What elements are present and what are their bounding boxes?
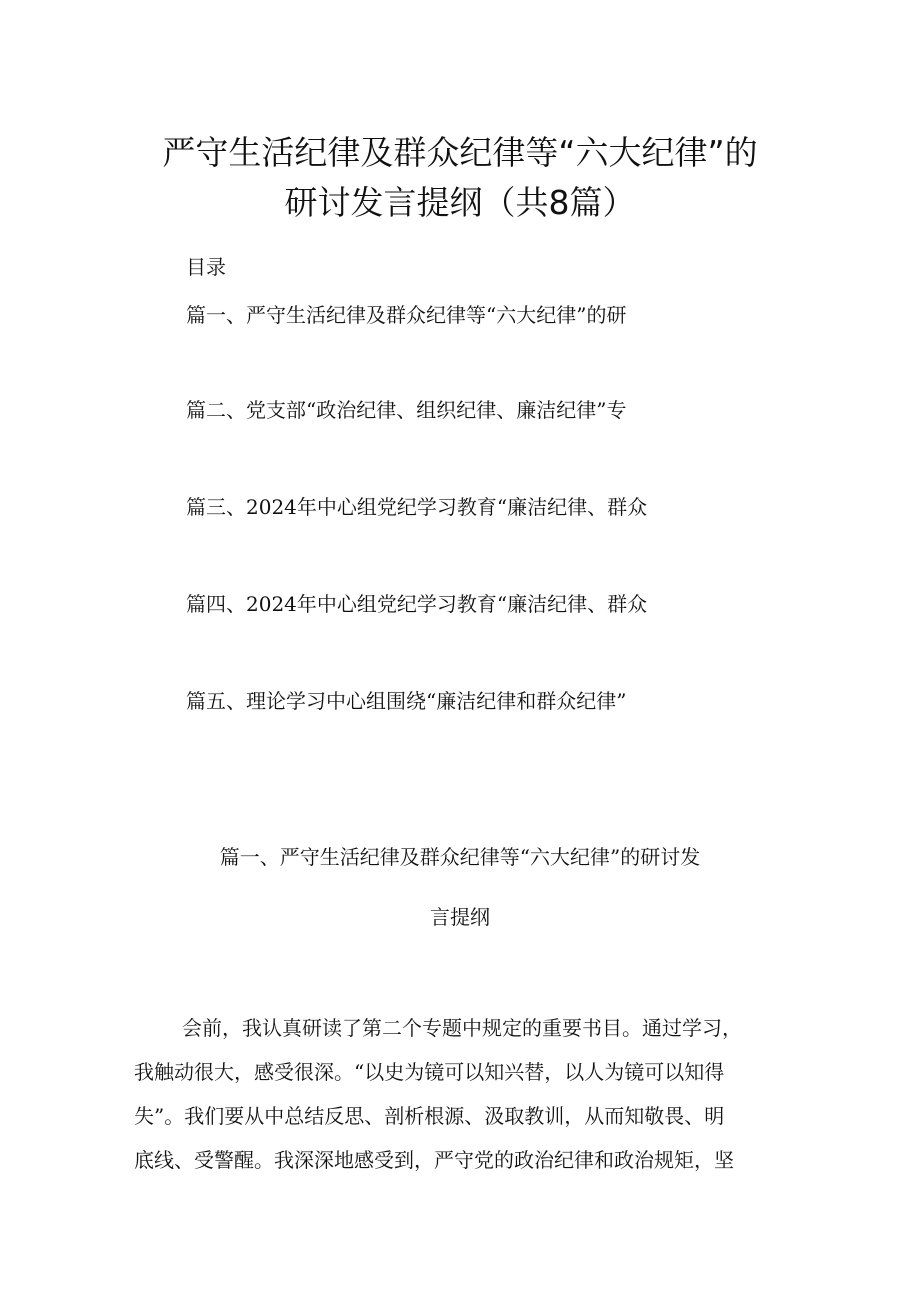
- body-line-3: 失”。我们要从中总结反思、剖析根源、汲取教训，从而知敬畏、明: [134, 1104, 725, 1128]
- toc-item-4[interactable]: 篇四、2024年中心组党纪学习教育“廉洁纪律、群众: [186, 592, 648, 616]
- document-title-line-2: 研讨发言提纲（共8篇）: [284, 183, 636, 222]
- toc-heading: 目录: [186, 255, 226, 279]
- document-title: [120, 128, 800, 228]
- body-paragraph: [134, 1006, 784, 1182]
- toc-item-3[interactable]: 篇三、2024年中心组党纪学习教育“廉洁纪律、群众: [186, 495, 648, 519]
- body-line-2: 我触动很大，感受很深。“以史为镜可以知兴替，以人为镜可以知得: [134, 1060, 725, 1084]
- toc-item-1[interactable]: 篇一、严守生活纪律及群众纪律等“六大纪律”的研: [186, 303, 627, 327]
- section-title-line-2: 言提纲: [430, 905, 490, 929]
- body-line-1: 会前，我认真研读了第二个专题中规定的重要书目。通过学习，: [182, 1016, 742, 1040]
- toc-item-2[interactable]: 篇二、党支部“政治纪律、组织纪律、廉洁纪律”专: [186, 398, 627, 422]
- section-title-line-1: 篇一、严守生活纪律及群众纪律等“六大纪律”的研讨发: [219, 845, 701, 869]
- document-title-line-1: 严守生活纪律及群众纪律等“六大纪律”的: [162, 133, 758, 172]
- body-line-4: 底线、受警醒。我深深地感受到，严守党的政治纪律和政治规矩，坚: [134, 1148, 734, 1172]
- toc-item-5[interactable]: 篇五、理论学习中心组围绕“廉洁纪律和群众纪律”: [186, 689, 627, 713]
